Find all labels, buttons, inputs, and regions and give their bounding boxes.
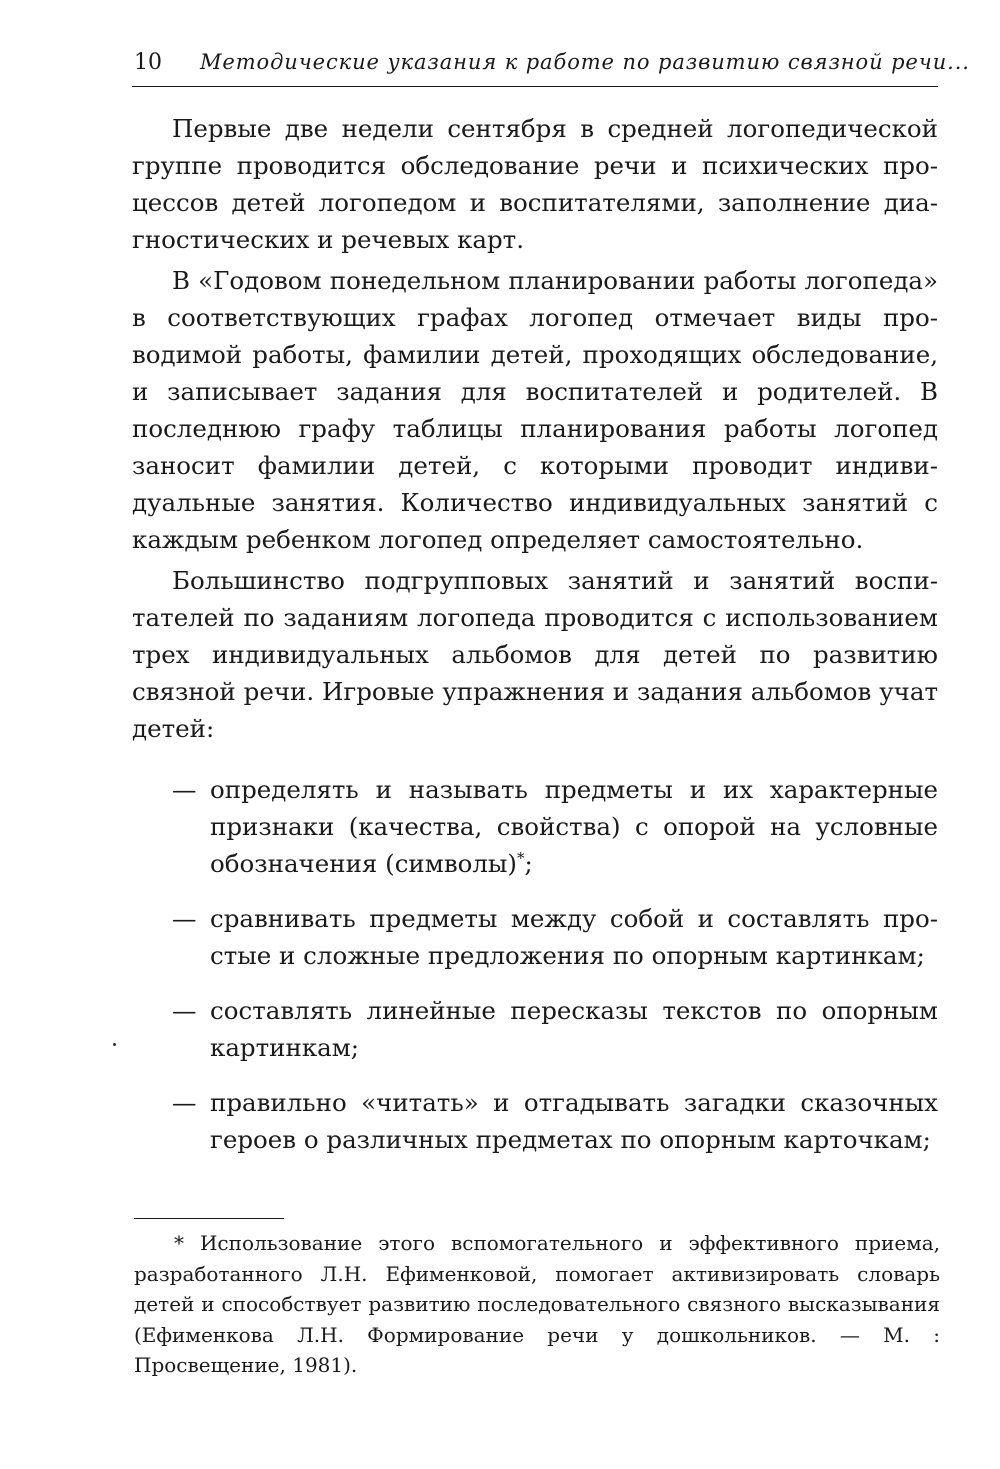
list-item-text: правильно «читать» и отгадывать загадки сказочных героев о различных предметах по опорным карточкам; (210, 1088, 938, 1154)
list-item-text: сравнивать предметы между собой и составлять простые и сложные предложения по опорным картинкам; (210, 904, 938, 970)
page-number: 10 (134, 50, 162, 75)
running-title: Методические указания к работе по развитию связной речи... (200, 50, 970, 74)
footnote-separator (134, 1218, 284, 1219)
list-item (132, 900, 938, 974)
list-dash: — (172, 775, 197, 804)
footnote-mark: * (516, 848, 525, 867)
list-item-text: составлять линейные пересказы текстов по опорным картинкам; (210, 996, 938, 1062)
list-item-tail: ; (524, 849, 533, 878)
skills-list (132, 771, 938, 1158)
paragraph: Первые две недели сентября в средней логопедической группе проводится обследование речи и психических процессов детей логопедом и воспитателями, заполнение диагностических и речевых карт. (132, 114, 938, 254)
scan-speck (113, 1043, 116, 1046)
list-dash: — (172, 1088, 197, 1117)
paragraph: Большинство подгрупповых занятий и занятий воспитателей по заданиям логопеда проводится с использованием трех индивидуальных альбомов для детей по развитию связной речи. Игровые упражнения и задания альбомов учат детей: (132, 566, 938, 743)
list-item (132, 771, 938, 882)
running-header (132, 46, 970, 87)
footnote: * Использование этого вспомогательного и эффективного приема, разработанного Л.Н. Ефименковой, помогает активизировать словарь детей и способствует развитию последовательного связного высказывания (Ефименкова Л.Н. Формирование речи у дошкольников. — М. : Просвещение, 1981). (134, 1231, 940, 1377)
main-text (132, 110, 938, 1176)
list-dash: — (172, 996, 197, 1025)
list-item (132, 992, 938, 1066)
list-item (132, 1084, 938, 1158)
list-dash: — (172, 904, 197, 933)
paragraph: В «Годовом понедельном планировании работы логопеда» в соответствующих графах логопед отмечает виды проводимой работы, фамилии детей, проходящих обследование, и записывает задания для воспитателей и родителей. В последнюю графу таблицы планирования работы логопед заносит фамилии детей, с которыми проводит индивидуальные занятия. Количество индивидуальных занятий с каждым ребенком логопед определяет самостоятельно. (132, 266, 938, 554)
list-item-text: определять и называть предметы и их характерные признаки (качества, свойства) с опорой на условные обозначения (символы) (210, 775, 938, 878)
